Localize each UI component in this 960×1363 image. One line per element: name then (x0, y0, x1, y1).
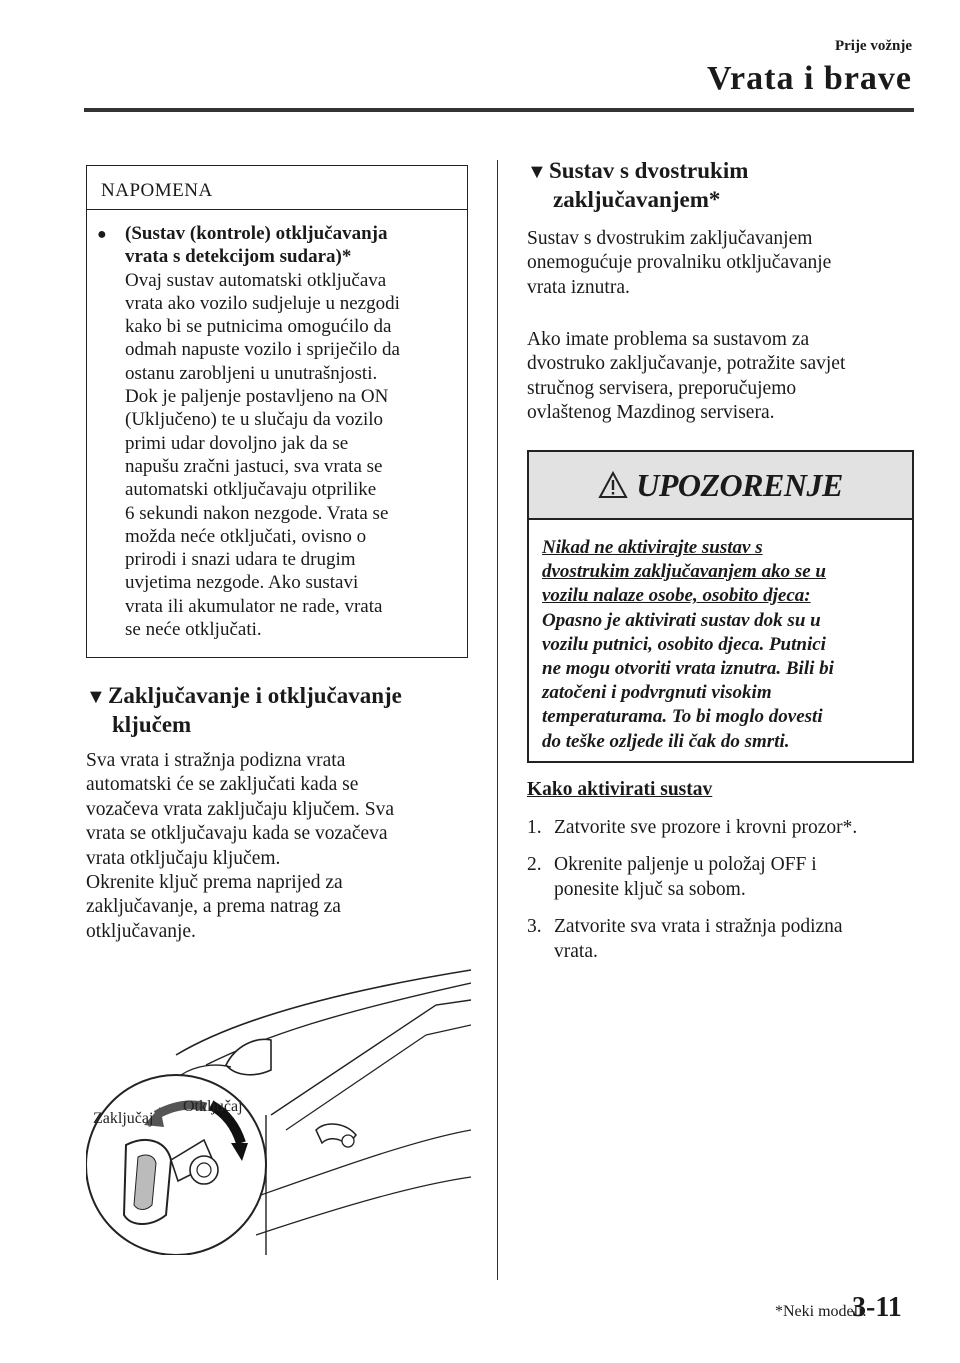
body-line: otključavanje. (86, 920, 196, 942)
warning-underlined-line: vozilu nalaze osobe, osobito djeca: (542, 585, 811, 607)
step-line: Okrenite paljenje u položaj OFF i (554, 854, 817, 875)
step-number: 3. (527, 916, 542, 937)
triangle-marker-icon: ▼ (527, 161, 547, 183)
section-heading-double-lock (527, 157, 917, 214)
note-heading: NAPOMENA (87, 166, 467, 210)
running-header-title: Vrata i brave (707, 60, 912, 97)
body-line: Sva vrata i stražnja podizna vrata (86, 750, 346, 771)
section-title-line: Zaključavanje i otključavanje (108, 683, 402, 708)
footnote: *Neki modeli. (775, 1303, 867, 1320)
note-line: se neće otključati. (125, 619, 262, 641)
body-line: vrata otključaju ključem. (86, 847, 281, 869)
step-item (527, 914, 917, 964)
warning-heading: UPOZORENJE (636, 466, 843, 503)
body-line: vrata se otključavaju kada se vozačeva (86, 823, 388, 845)
warning-line: Opasno je aktivirati sustav dok su u (542, 609, 821, 631)
door-key-illustration (86, 965, 471, 1255)
label-lock: Zaključaj (93, 1110, 154, 1127)
body-line: Okrenite ključ prema naprijed za (86, 872, 343, 894)
activate-steps (527, 815, 917, 976)
activate-heading: Kako aktivirati sustav (527, 779, 713, 800)
note-line: automatski otključavaju otprilike (125, 479, 377, 501)
header-rule (84, 108, 914, 112)
warning-box (527, 450, 914, 763)
label-unlock: Otključaj (183, 1098, 243, 1115)
note-item-title-line: vrata s detekcijom sudara)* (125, 246, 352, 268)
body-line: dvostruko zaključavanje, potražite savjet (527, 353, 846, 375)
note-line: vrata ako vozilo sudjeluje u nezgodi (125, 292, 400, 314)
section-heading-key-lock (86, 682, 486, 739)
warning-line: vozilu putnici, osobito djeca. Putnici (542, 633, 826, 655)
note-line: primi udar dovoljno jak da se (125, 432, 349, 454)
step-line: vrata. (554, 941, 598, 962)
note-line: ostanu zarobljeni u unutrašnjosti. (125, 362, 378, 384)
warning-underlined-line: dvostrukim zaključavanjem ako se u (542, 561, 826, 583)
warning-header (529, 452, 912, 520)
section-title-line: Sustav s dvostrukim (549, 158, 749, 183)
note-line: odmah napuste vozilo i spriječilo da (125, 339, 400, 361)
step-item (527, 815, 917, 840)
warning-line: zatočeni i podvrgnuti visokim (542, 682, 772, 704)
note-line: kako bi se putnicima omogućilo da (125, 316, 392, 338)
step-item (527, 852, 917, 902)
step-line: ponesite ključ sa sobom. (554, 879, 746, 900)
note-line: Ovaj sustav automatski otključava (125, 269, 387, 291)
note-box (86, 165, 468, 658)
note-line: 6 sekundi nakon nezgode. Vrata se (125, 502, 389, 524)
body-line: automatski će se zaključati kada se (86, 774, 359, 796)
warning-triangle-icon (598, 471, 628, 499)
step-number: 1. (527, 817, 542, 838)
bullet-icon: ● (97, 226, 107, 243)
warning-underlined-line: Nikad ne aktivirajte sustav s (542, 537, 763, 558)
body-line: zaključavanje, a prema natrag za (86, 896, 341, 918)
body-line: Sustav s dvostrukim zaključavanjem (527, 228, 813, 249)
page-number: 3-11 (852, 1292, 902, 1323)
note-item (97, 222, 457, 641)
warning-line: do teške ozljede ili čak do smrti. (542, 730, 790, 752)
note-line: prirodi i snazi udara te drugim (125, 549, 356, 571)
section-double-para1 (527, 227, 917, 300)
note-line: uvjetima nezgode. Ako sustavi (125, 572, 359, 594)
note-line: Dok je paljenje postavljeno na ON (125, 386, 389, 408)
section-key-body (86, 749, 486, 944)
note-line: možda neće otključati, ovisno o (125, 525, 367, 547)
column-separator (497, 160, 498, 1280)
step-line: Zatvorite sve prozore i krovni prozor*. (554, 817, 858, 838)
note-line: napušu zračni jastuci, sva vrata se (125, 455, 383, 477)
note-item-title-line: (Sustav (kontrole) otključavanja (125, 223, 388, 244)
body-line: ovlaštenog Mazdinog servisera. (527, 402, 775, 424)
body-line: stručnog servisera, preporučujemo (527, 377, 797, 399)
body-line: vozačeva vrata zaključaju ključem. Sva (86, 798, 395, 820)
section-title-line: ključem (112, 712, 192, 737)
body-line: Ako imate problema sa sustavom za (527, 329, 810, 350)
step-line: Zatvorite sva vrata i stražnja podizna (554, 916, 843, 937)
warning-line: ne mogu otvoriti vrata iznutra. Bili bi (542, 658, 834, 680)
body-line: vrata iznutra. (527, 276, 630, 298)
triangle-marker-icon: ▼ (86, 686, 106, 708)
warning-line: temperaturama. To bi moglo dovesti (542, 706, 823, 728)
section-double-para2 (527, 328, 917, 426)
step-number: 2. (527, 854, 542, 875)
section-title-line: zaključavanjem* (553, 187, 721, 212)
body-line: onemogućuje provalniku otključavanje (527, 252, 832, 274)
note-line: (Uključeno) te u slučaju da vozilo (125, 409, 384, 431)
running-header-section: Prije vožnje (834, 38, 912, 54)
note-line: vrata ili akumulator ne rade, vrata (125, 595, 383, 617)
